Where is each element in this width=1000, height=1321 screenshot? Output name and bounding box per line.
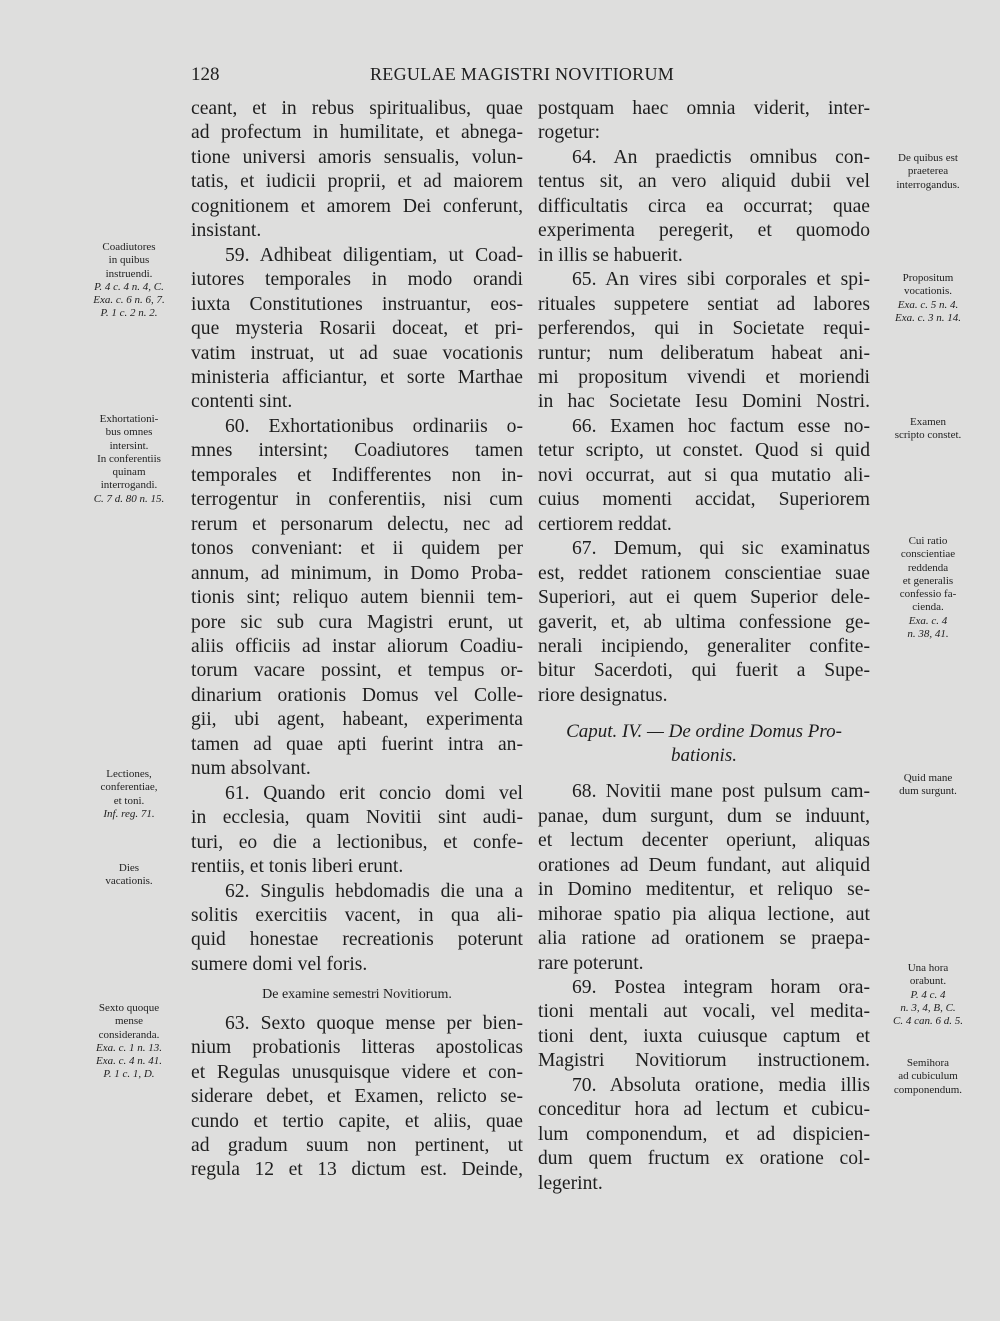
margin-note-left	[78, 1002, 180, 1082]
text-line: quid honestae recreationis poterunt	[191, 929, 523, 951]
margin-note-line: In conferentiis	[97, 452, 161, 465]
text-column-right	[538, 97, 870, 1196]
margin-note-line: Exhortationi-	[99, 413, 159, 425]
text-line: 64. An praedictis omnibus con-	[572, 146, 870, 168]
text-line: lum componendum, et ad dispicien-	[538, 1123, 870, 1145]
margin-note-right	[872, 535, 984, 641]
margin-note-right	[872, 272, 984, 325]
text-line: postquam haec omnia viderit, inter-	[538, 98, 870, 119]
text-line: 62. Singulis hebdomadis die una a	[225, 880, 523, 902]
margin-note-line: Lectiones,	[106, 768, 152, 780]
margin-note-line: conscientiae	[900, 548, 956, 561]
margin-note-line: De quibus est	[898, 152, 958, 164]
text-line: 66. Examen hoc factum esse no-	[572, 415, 870, 437]
text-line: rentiis, et tonis liberi erunt.	[191, 856, 404, 878]
text-line: solitis exercitiis vacent, in qua ali-	[191, 904, 523, 926]
text-line: cuius momenti accidat, Superiorem	[538, 489, 870, 511]
text-line: experimenta peregerit, et quomodo	[538, 220, 870, 242]
text-line: siderare debet, et Examen, relicto se-	[191, 1086, 523, 1108]
text-line: ad gradum suum non pertinent, ut	[191, 1135, 523, 1157]
margin-note-line: n. 3, 4, B, C.	[900, 1001, 956, 1014]
margin-note-line: C. 4 can. 6 d. 5.	[893, 1015, 963, 1028]
text-line: 67. Demum, qui sic examinatus	[572, 538, 870, 560]
running-title: REGULAE MAGISTRI NOVITIORUM	[370, 64, 675, 84]
text-line: 61. Quando erit concio domi vel	[225, 782, 523, 804]
margin-note-line: quinam	[112, 466, 146, 479]
margin-note-line: interrogandus.	[896, 178, 960, 191]
margin-note-line: P. 4 c. 4	[910, 988, 946, 1001]
margin-note-line: Exa. c. 4 n. 41.	[96, 1055, 162, 1068]
margin-note-line: confessio fa-	[899, 588, 957, 601]
margin-note-line: dum surgunt.	[899, 785, 957, 798]
margin-note-line: Exa. c. 1 n. 13.	[96, 1041, 162, 1054]
margin-note-line: vacationis.	[105, 875, 153, 888]
text-line: rare poterunt.	[538, 952, 644, 974]
margin-note-line: C. 7 d. 80 n. 15.	[93, 492, 165, 505]
text-line: 68. Novitii mane post pulsum cam-	[572, 781, 870, 803]
margin-note-right	[872, 1057, 984, 1097]
margin-note-line: Una hora	[907, 962, 949, 974]
text-line: tamen ad quae apti fuerint intra an-	[191, 733, 523, 755]
text-line: ceant, et in rebus spiritualibus, quae	[191, 98, 523, 119]
margin-note-line: conferentiae,	[100, 781, 158, 794]
margin-note-line: et toni.	[113, 794, 145, 807]
text-line: alia ratione ad orationem se praepa-	[538, 928, 870, 950]
margin-note-line: Examen	[909, 416, 947, 428]
text-line: bitur Sacerdoti, qui fuerit a Supe-	[538, 660, 870, 682]
text-line: nerali incipiendo, generaliter confite-	[538, 635, 870, 657]
text-line: difficultatis circa ea occurrat; quae	[538, 195, 870, 217]
margin-note-left	[78, 862, 180, 889]
text-line: mihorae spatio pia aliqua lectione, aut	[538, 903, 870, 925]
margin-note-line: ad cubiculum	[898, 1070, 958, 1083]
text-line: terrogentur in conferentiis, nisi cum	[191, 489, 523, 511]
text-line: mnes intersint; Coadiutores tamen	[191, 440, 523, 462]
text-line: et lectum decenter operiunt, aliquas	[538, 830, 870, 852]
chapter-heading: Caput. IV. — De ordine Domus Pro- bationis.	[566, 721, 842, 767]
margin-note-line: interrogandi.	[100, 479, 158, 492]
text-line: runtur; num deliberatum habeat ani-	[538, 342, 870, 364]
margin-note-line: P. 4 c. 4 n. 4, C.	[94, 280, 164, 293]
margin-note-line: Sexto quoque	[98, 1002, 160, 1014]
text-line: riore designatus.	[538, 684, 668, 706]
margin-note-line: mense	[114, 1015, 144, 1028]
margin-note-line: Exa. c. 5 n. 4.	[897, 298, 959, 311]
text-line: iutores temporales in modo orandi	[191, 269, 523, 291]
text-line: rituales suppetere sentiat ad labores	[538, 293, 870, 315]
text-line: in Domino meditentur, et reliquo se-	[538, 879, 870, 901]
text-line: panae, dum surgunt, dum se induunt,	[538, 805, 870, 827]
margin-note-line: Inf. reg. 71.	[103, 807, 155, 820]
text-line: sumere domi vel foris.	[191, 953, 368, 975]
margin-note-line: P. 1 c. 1, D.	[103, 1068, 155, 1081]
margin-note-line: cienda.	[912, 601, 944, 614]
margin-note-line: Coadiutores	[102, 241, 156, 253]
text-line: in hac Societate Iesu Domini Nostri.	[538, 391, 870, 413]
text-line: tatis, et iudicii proprii, et ad maiorem	[191, 171, 523, 193]
margin-note-line: et generalis	[902, 574, 954, 587]
text-line: cundo et tertio capite, et aliis, quae	[191, 1110, 523, 1132]
text-line: mi propositum vivendi et moriendi	[538, 366, 870, 388]
text-line: novi occurrat, aut si qua mutatio ali-	[538, 464, 870, 486]
margin-note-line: Exa. c. 6 n. 6, 7.	[93, 294, 165, 307]
margin-note-right	[872, 772, 984, 799]
margin-note-line: instruendi.	[105, 267, 153, 280]
text-line: ad profectum in humilitate, et abnega-	[191, 122, 523, 144]
margin-note-line: bus omnes	[105, 426, 153, 439]
text-line: tionis sint; reliquo autem biennii tem-	[191, 587, 523, 609]
text-line: aliis officiis ad instar aliorum Coadiu-	[191, 635, 523, 657]
page-number: 128	[191, 64, 220, 85]
text-line: tioni mentali aut vocali, vel medita-	[538, 1001, 870, 1023]
text-line: tioni dent, iuxta cuiusque captum et	[538, 1025, 870, 1047]
text-line: nium probationis litteras apostolicas	[191, 1037, 523, 1059]
margin-note-line: scripto constet.	[894, 429, 962, 442]
text-line: 69. Postea integram horam ora-	[572, 976, 870, 998]
text-line: conceditur hora ad lectum et cubicu-	[538, 1099, 870, 1121]
margin-note-line: vocationis.	[904, 285, 952, 298]
text-line: annum, ad minimum, in Domo Proba-	[191, 562, 523, 584]
margin-note-line: componendum.	[893, 1083, 963, 1096]
margin-note-line: Propositum	[902, 272, 954, 284]
text-line: pore sic sub cura Magistri erunt, ut	[191, 611, 523, 633]
margin-note-line: reddenda	[907, 561, 949, 574]
text-line: cognitionem et amorem Dei conferunt,	[191, 195, 523, 217]
margin-note-line: Cui ratio	[908, 535, 948, 547]
margin-note-left	[78, 413, 180, 506]
text-line: rogetur:	[538, 122, 601, 144]
text-line: in illis se habuerit.	[538, 244, 683, 266]
text-line: gaverit, et, ab ultima confessione ge-	[538, 611, 870, 633]
text-line: tentus sit, an vero aliquid dubii vel	[538, 171, 870, 193]
margin-note-line: Semihora	[906, 1057, 950, 1069]
text-line: orationes ad Deum fundant, aut aliquid	[538, 854, 870, 876]
margin-note-line: Exa. c. 3 n. 14.	[895, 311, 961, 324]
text-line: dinarium orationis Domus vel Colle-	[191, 684, 523, 706]
text-line: in ecclesia, quam Novitii sint audi-	[191, 807, 523, 829]
text-line: ministeria afficiantur, et sorte Marthae	[191, 366, 523, 388]
text-line: tione universi amoris sensualis, volun-	[191, 146, 523, 168]
text-line: certiorem reddat.	[538, 513, 672, 535]
text-line: 63. Sexto quoque mense per bien-	[225, 1012, 523, 1034]
margin-note-left	[78, 241, 180, 321]
margin-note-line: Exa. c. 4	[908, 614, 948, 627]
margin-note-right	[872, 416, 984, 443]
text-line: vatim instruat, ut ad suae vocationis	[191, 342, 523, 364]
text-line: turi, eo die a lectionibus, et confe-	[191, 831, 523, 853]
margin-note-line: in quibus	[108, 254, 150, 267]
margin-note-line: P. 1 c. 2 n. 2.	[100, 307, 158, 320]
text-line: num absolvant.	[191, 758, 311, 780]
text-line: gii, ubi agent, habeant, experimenta	[191, 709, 523, 731]
margin-note-line: praeterea	[907, 165, 949, 178]
text-line: et Regulas unusquisque videre et con-	[191, 1061, 523, 1083]
margin-note-line: intersint.	[109, 439, 149, 452]
text-line: 60. Exhortationibus ordinariis o-	[225, 415, 523, 437]
text-line: regula 12 et 13 dictum est. Deinde,	[191, 1159, 523, 1181]
text-line: perferendos, qui in Societate requi-	[538, 318, 870, 340]
text-line: legerint.	[538, 1172, 603, 1194]
margin-note-right	[872, 152, 984, 192]
text-line: Magistri Novitiorum instructionem.	[538, 1050, 870, 1072]
text-column-left	[191, 97, 523, 1183]
text-line: que mysteria Rosarii doceat, et pri-	[191, 318, 523, 340]
margin-note-line: Quid mane	[903, 772, 953, 784]
text-line: insistant.	[191, 220, 262, 242]
text-line: temporales et Indifferentes non in-	[191, 464, 523, 486]
margin-note-line: consideranda.	[98, 1028, 160, 1041]
text-line: rerum et personarum delectu, nec ad	[191, 513, 523, 535]
text-line: 70. Absoluta oratione, media illis	[572, 1074, 870, 1096]
text-line: dum quem fructum ex oratione col-	[538, 1148, 870, 1170]
text-line: tetur scripto, ut constet. Quod si quid	[538, 440, 870, 462]
text-line: Superiori, aut ei quem Superior dele-	[538, 587, 870, 609]
text-line: iuxta Constitutiones instruantur, eos-	[191, 293, 523, 315]
margin-note-line: n. 38, 41.	[907, 628, 949, 641]
margin-note-line: Dies	[118, 862, 140, 874]
section-subheading: De examine semestri Novitiorum.	[262, 987, 452, 1003]
margin-note-left	[78, 768, 180, 821]
margin-note-line: orabunt.	[909, 975, 947, 988]
text-line: 59. Adhibeat diligentiam, ut Coad-	[225, 244, 523, 266]
text-line: torum vacare possint, et tempus or-	[191, 660, 523, 682]
margin-note-right	[872, 962, 984, 1028]
text-line: 65. An vires sibi corporales et spi-	[572, 269, 870, 291]
text-line: contenti sint.	[191, 391, 293, 413]
text-line: tonos conveniant: et ii quidem per	[191, 538, 523, 560]
text-line: est, reddet rationem conscientiae suae	[538, 562, 870, 584]
